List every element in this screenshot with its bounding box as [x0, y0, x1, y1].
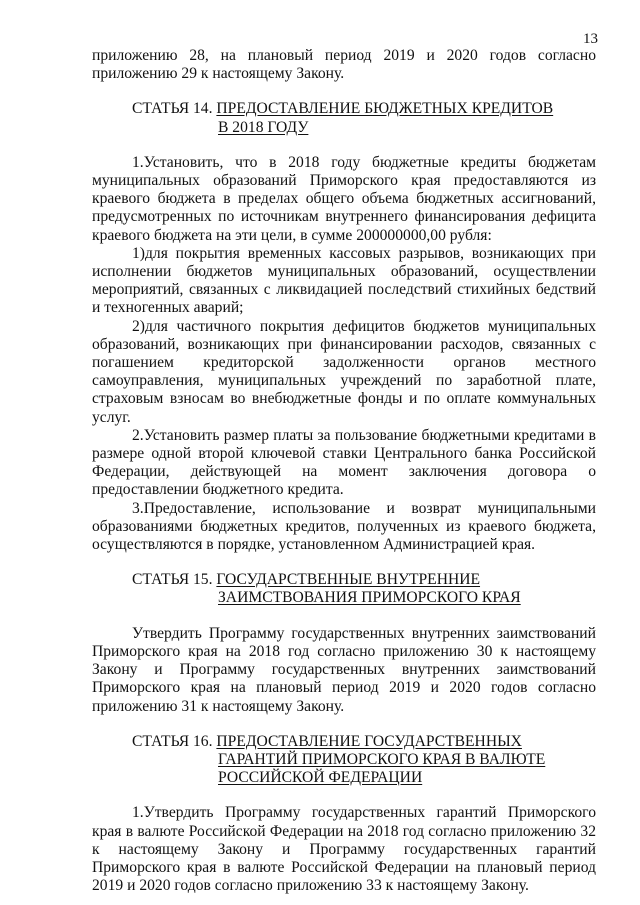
article-14-label: СТАТЬЯ 14.: [132, 100, 213, 118]
article-16-label: СТАТЬЯ 16.: [132, 732, 213, 750]
article-15-title-line-2: ЗАИМСТВОВАНИЯ ПРИМОРСКОГО КРАЯ: [218, 589, 521, 607]
article-14-paragraph-1: 1.Установить, что в 2018 году бюджетные кредиты бюджетам муниципальных образований Приморского края предоставляются из краевого бюджета в пределах общего объема бюджетных ассигнований, предусмотренных по источникам внутреннего финансирования дефицита краевого бюджета на эти цели, в сумме 200000000,00 рубля:: [92, 153, 596, 244]
article-16-paragraph-1: 1.Утвердить Программу государственных гарантий Приморского края в валюте Российской Федерации на 2018 год согласно приложению 32 к настоящему Закону и Программу государственных гарантий Приморского края в валюте Российской Федерации на плановый период 2019 и 2020 годов согласно приложению 33 к настоящему Закону.: [92, 804, 596, 895]
article-16-title-line-1: ПРЕДОСТАВЛЕНИЕ ГОСУДАРСТВЕННЫХ: [216, 732, 522, 750]
article-14-title-line-1: ПРЕДОСТАВЛЕНИЕ БЮДЖЕТНЫХ КРЕДИТОВ: [216, 100, 554, 118]
article-15-paragraph-1: Утвердить Программу государственных внутренних заимствований Приморского края на 2018 год согласно приложению 30 к настоящему Закону и Программу государственных внутренних заимствований Приморского края на плановый период 2019 и 2020 годов согласно приложению 31 к настоящему Закону.: [92, 624, 596, 715]
intro-paragraph: приложению 28, на плановый период 2019 и 2020 годов согласно приложению 29 к настоящему Закону.: [92, 47, 596, 83]
document-content: [92, 47, 596, 895]
article-14-paragraph-2: 2.Установить размер платы за пользование бюджетными кредитами в размере одной второй ключевой ставки Центрального банка Российской Федерации, действующей на момент заключения договора о предоставлении бюджетного кредита.: [92, 426, 596, 499]
article-16-title-line-2: ГАРАНТИЙ ПРИМОРСКОГО КРАЯ В ВАЛЮТЕ: [218, 750, 546, 768]
article-14-item-2: 2)для частичного покрытия дефицитов бюджетов муниципальных образований, возникающих при финансировании расходов, связанных с погашением кредиторской задолженности органов местного самоуправления, муниципальных учреждений по заработной плате, страховым взносам во внебюджетные фонды и по оплате коммунальных услуг.: [92, 317, 596, 426]
article-15-heading: [92, 571, 596, 607]
article-15-title-line-1: ГОСУДАРСТВЕННЫЕ ВНУТРЕННИЕ: [216, 571, 481, 589]
article-16-title-line-3: РОССИЙСКОЙ ФЕДЕРАЦИИ: [218, 769, 423, 787]
article-14-paragraph-3: 3.Предоставление, использование и возврат муниципальными образованиями бюджетных кредитов, полученных из краевого бюджета, осуществляются в порядке, установленном Администрацией края.: [92, 499, 596, 554]
article-14-item-1: 1)для покрытия временных кассовых разрывов, возникающих при исполнении бюджетов муниципальных образований, осуществлении мероприятий, связанных с ликвидацией последствий стихийных бедствий и техногенных аварий;: [92, 244, 596, 317]
article-14-heading: [92, 100, 596, 136]
article-15-label: СТАТЬЯ 15.: [132, 571, 213, 589]
page-number: 13: [583, 31, 598, 47]
article-16-heading: [92, 733, 596, 788]
article-14-title-line-2: В 2018 ГОДУ: [218, 118, 309, 136]
